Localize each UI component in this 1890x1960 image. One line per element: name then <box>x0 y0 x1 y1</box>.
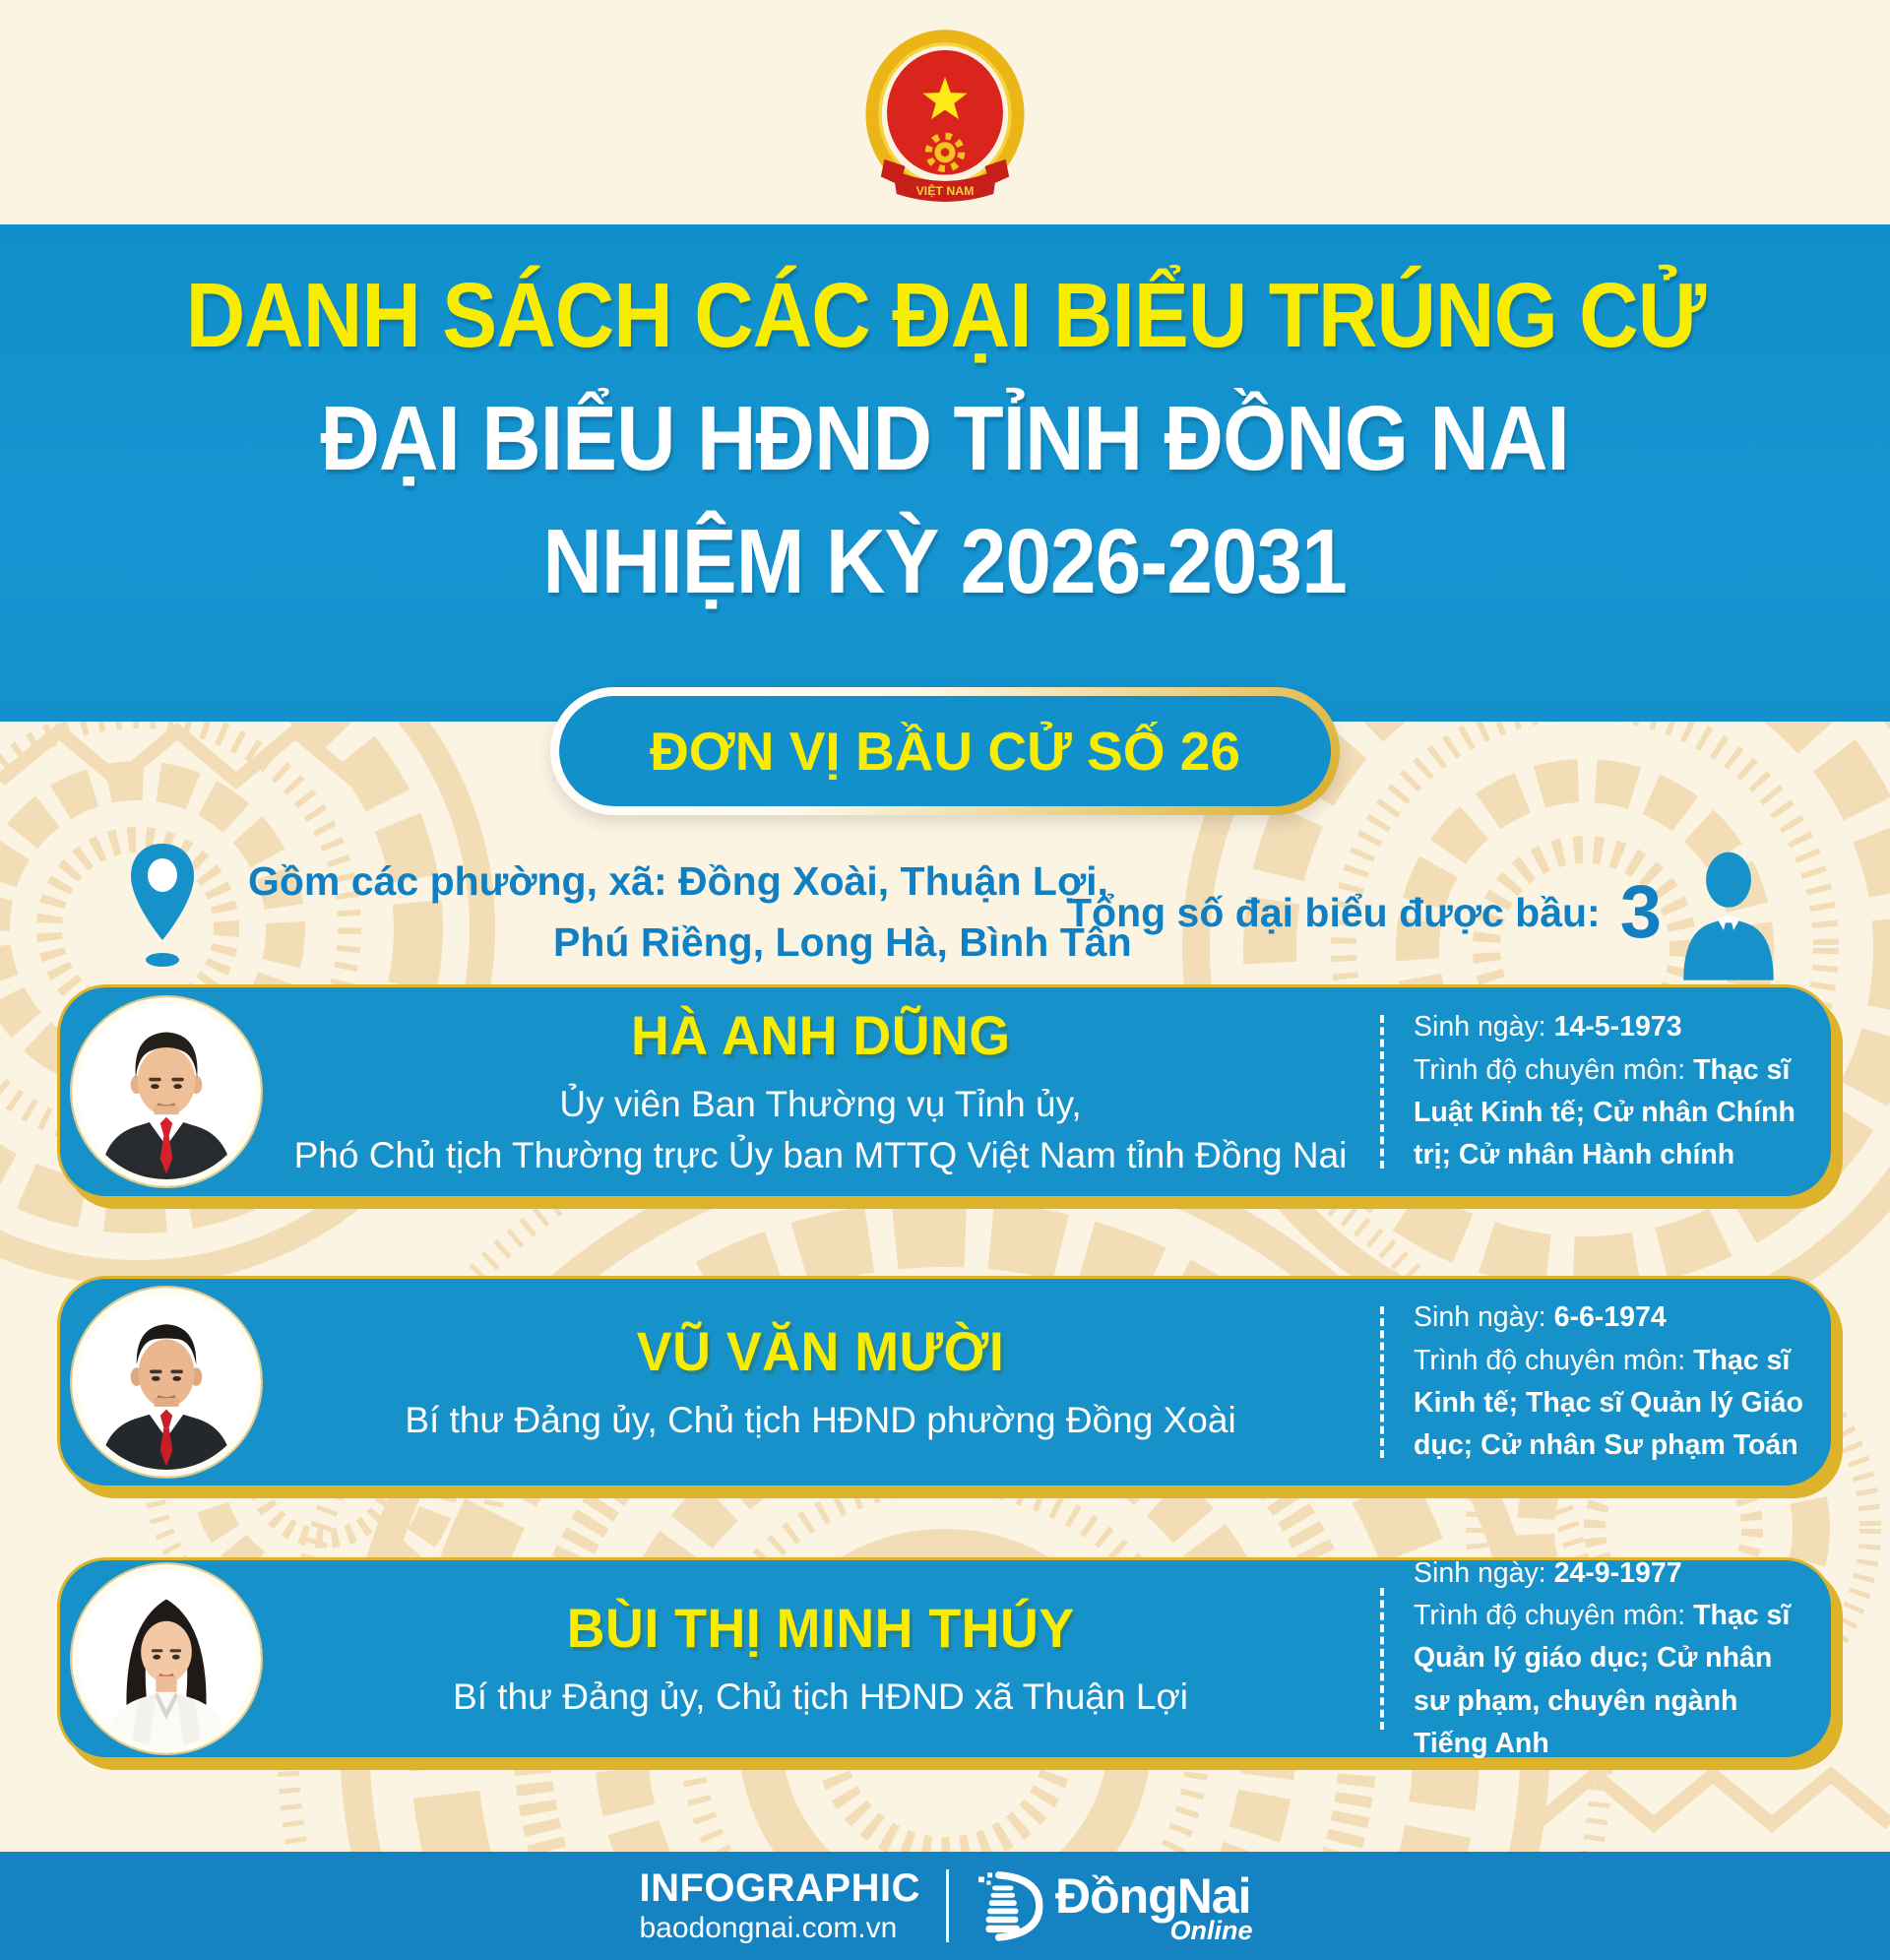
total-delegates-label: Tổng số đại biểu được bầu: <box>1066 890 1601 935</box>
delegate-details <box>1384 1296 1831 1467</box>
location-pin-icon <box>126 840 199 972</box>
delegate-name: HÀ ANH DŨNG <box>630 1004 1011 1067</box>
vietnam-national-emblem <box>858 26 1032 219</box>
delegate-details <box>1384 1552 1831 1766</box>
footer-divider <box>946 1869 949 1942</box>
delegate-position <box>453 1672 1188 1722</box>
total-delegates-value: 3 <box>1619 870 1662 955</box>
election-area-line2: Phú Riềng, Long Hà, Bình Tân <box>553 918 1132 965</box>
delegate-position <box>405 1395 1235 1445</box>
website-link[interactable]: baodongnai.com.vn <box>639 1911 898 1944</box>
footer-bar <box>0 1852 1890 1960</box>
delegate-degree: Trình độ chuyên môn: Thạc sĩ Luật Kinh tế; Cử nhân Chính trị; Cử nhân Hành chính <box>1414 1053 1796 1171</box>
delegate-position-line1: Bí thư Đảng ủy, Chủ tịch HĐND xã Thuận Lợi <box>453 1675 1188 1717</box>
delegate-card <box>57 1557 1834 1760</box>
delegate-birth: Sinh ngày: 6-6-1974 <box>1414 1301 1667 1334</box>
delegate-birth: Sinh ngày: 24-9-1977 <box>1414 1556 1682 1589</box>
election-unit-badge-label: ĐƠN VỊ BẦU CỬ SỐ 26 <box>559 696 1331 806</box>
delegate-name: VŨ VĂN MƯỜI <box>636 1319 1005 1382</box>
delegate-degree: Trình độ chuyên môn: Thạc sĩ Quản lý giáo dục; Cử nhân sư phạm, chuyên ngành Tiếng Anh <box>1414 1600 1791 1759</box>
page-title-line2: ĐẠI BIỂU HĐND TỈNH ĐỒNG NAI <box>320 387 1570 489</box>
page-title-line1: DANH SÁCH CÁC ĐẠI BIỂU TRÚNG CỬ <box>185 264 1705 366</box>
delegate-main <box>261 1319 1380 1445</box>
delegate-birth: Sinh ngày: 14-5-1973 <box>1414 1011 1682 1043</box>
delegate-name: BÙI THỊ MINH THÚY <box>566 1596 1075 1659</box>
election-unit-badge <box>550 687 1340 815</box>
delegate-position-line1: Ủy viên Ban Thường vụ Tỉnh ủy, <box>559 1084 1082 1125</box>
delegate-person-icon <box>1677 845 1780 982</box>
election-area-text <box>248 852 1132 973</box>
delegate-photo <box>72 1288 261 1477</box>
dongnai-logo-text <box>1054 1868 1253 1945</box>
dongnai-online-logo <box>975 1867 1251 1944</box>
infographic-label: INFOGRAPHIC <box>639 1865 920 1910</box>
delegate-main <box>261 1003 1380 1179</box>
page-title-line3: NHIỆM KỲ 2026-2031 <box>542 510 1348 612</box>
delegate-position <box>294 1079 1348 1179</box>
dongnai-logo-icon <box>975 1867 1047 1944</box>
dongnai-brand: ĐồngNai <box>1054 1868 1251 1924</box>
delegate-degree: Trình độ chuyên môn: Thạc sĩ Kinh tế; Thạc sĩ Quản lý Giáo dục; Cử nhân Sư phạm Toán <box>1414 1344 1803 1462</box>
delegate-details <box>1384 1006 1831 1176</box>
delegate-card <box>57 1276 1834 1488</box>
delegate-main <box>261 1596 1380 1722</box>
footer-credit <box>639 1867 920 1945</box>
emblem-banner-text: VIỆT NAM <box>915 183 975 198</box>
dongnai-brand-sub: Online <box>1169 1916 1253 1945</box>
delegate-position-line1: Bí thư Đảng ủy, Chủ tịch HĐND phường Đồng Xoài <box>405 1399 1236 1440</box>
info-row <box>0 832 1890 989</box>
election-area-line1: Gồm các phường, xã: Đồng Xoài, Thuận Lợi, <box>248 858 1108 904</box>
delegate-card <box>57 984 1834 1199</box>
total-delegates <box>1067 842 1780 984</box>
title-banner <box>0 224 1890 722</box>
delegate-photo <box>72 1564 261 1753</box>
delegate-photo <box>72 997 261 1186</box>
delegate-position-line2: Phó Chủ tịch Thường trực Ủy ban MTTQ Việt Nam tỉnh Đồng Nai <box>293 1134 1348 1175</box>
